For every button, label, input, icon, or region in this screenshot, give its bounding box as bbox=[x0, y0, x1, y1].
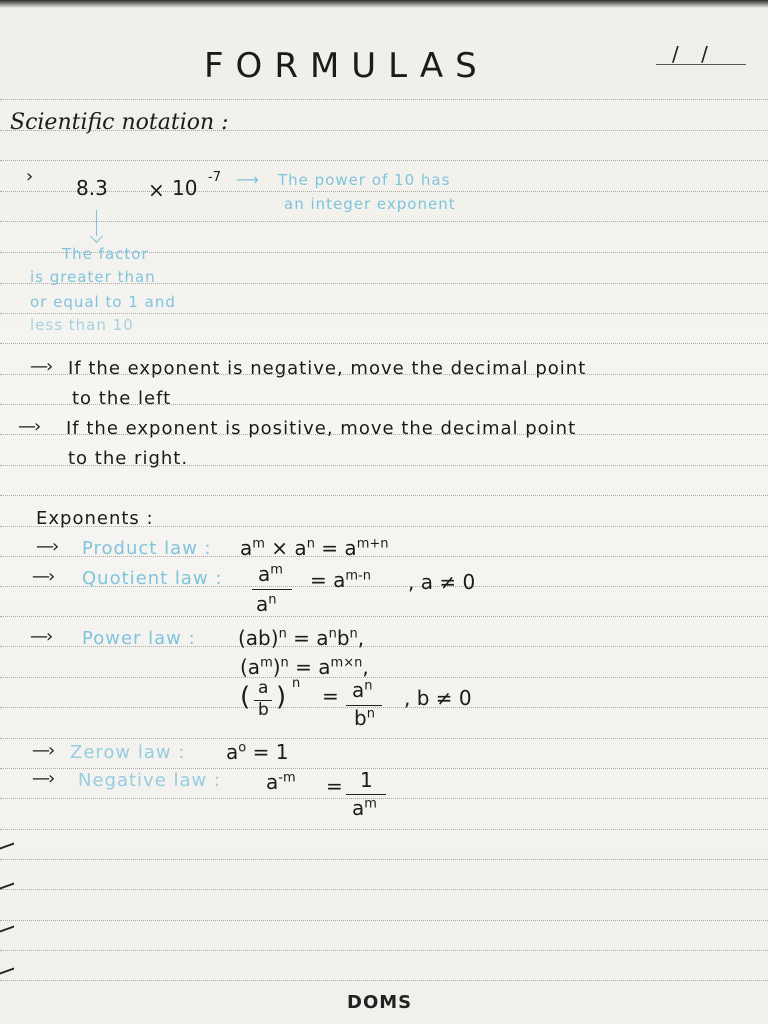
ruled-line bbox=[0, 160, 768, 161]
equals: = bbox=[322, 684, 339, 708]
product-law-formula: $a^m \times a^n = a^{m+n}$ bbox=[240, 536, 389, 560]
ruled-line bbox=[0, 738, 768, 739]
quotient-law-label: Quotient law : bbox=[82, 568, 223, 589]
date-field: / / bbox=[672, 42, 716, 66]
note-factor-line1: The factor bbox=[62, 245, 149, 263]
quotient-denominator: $a^n$ bbox=[256, 592, 277, 616]
note-factor-line4: less than 10 bbox=[30, 316, 134, 334]
negative-numerator: 1 bbox=[360, 768, 373, 792]
ruled-line bbox=[0, 221, 768, 222]
ruled-line bbox=[0, 99, 768, 100]
ruled-line bbox=[0, 829, 768, 830]
ruled-line bbox=[0, 495, 768, 496]
ruled-line bbox=[0, 707, 768, 708]
sci-times: × bbox=[148, 178, 165, 202]
rule-negative-line1: If the exponent is negative, move the decimal point bbox=[68, 358, 587, 379]
zero-law-formula: $a^o = 1$ bbox=[226, 740, 289, 764]
ruled-line bbox=[0, 191, 768, 192]
bullet: › bbox=[26, 166, 35, 187]
frac-a: a bbox=[258, 678, 269, 698]
paren-open: ( bbox=[240, 682, 251, 712]
ruled-line bbox=[0, 313, 768, 314]
rule-arrow: —› bbox=[36, 536, 58, 557]
note-factor-line3: or equal to 1 and bbox=[30, 293, 176, 311]
rule-positive-line2: to the right. bbox=[68, 448, 189, 469]
factor-arrow bbox=[96, 210, 97, 236]
frac-an: $a^n$ bbox=[352, 678, 373, 702]
frac-bn: $b^n$ bbox=[354, 706, 375, 730]
power-condition: , b ≠ 0 bbox=[404, 686, 472, 710]
ruled-line bbox=[0, 920, 768, 921]
section-heading-scientific: Scientific notation : bbox=[10, 110, 229, 135]
binding-mark bbox=[0, 842, 14, 857]
equals: = bbox=[326, 774, 343, 798]
ruled-line bbox=[0, 889, 768, 890]
ruled-line bbox=[0, 768, 768, 769]
ruled-line bbox=[0, 798, 768, 799]
quotient-condition: , a ≠ 0 bbox=[408, 570, 476, 594]
note-power-line1: The power of 10 has bbox=[278, 171, 451, 189]
rule-arrow: —› bbox=[30, 356, 52, 377]
frac-b: b bbox=[258, 700, 269, 720]
power-n: n bbox=[292, 676, 301, 691]
note-factor-line2: is greater than bbox=[30, 268, 156, 286]
fraction-bar bbox=[346, 794, 386, 795]
sci-arrow: ⟶ bbox=[236, 170, 259, 189]
zero-law-label: Zerow law : bbox=[70, 742, 186, 763]
rule-arrow: —› bbox=[30, 626, 52, 647]
ruled-line bbox=[0, 980, 768, 981]
rule-positive-line1: If the exponent is positive, move the decimal point bbox=[66, 418, 577, 439]
paren-close: ) bbox=[276, 682, 287, 712]
sci-mantissa: 8.3 bbox=[76, 176, 108, 200]
quotient-numerator: $a^m$ bbox=[258, 562, 283, 586]
ruled-line bbox=[0, 950, 768, 951]
product-law-label: Product law : bbox=[82, 538, 212, 559]
power-law-formula-2: $(a^m)^n = a^{m\times n}$, bbox=[240, 655, 369, 679]
fraction-bar bbox=[252, 589, 292, 590]
quotient-result: = $a^{m-n}$ bbox=[310, 568, 371, 592]
section-heading-exponents: Exponents : bbox=[36, 508, 154, 529]
negative-denominator: $a^m$ bbox=[352, 796, 377, 820]
binding-mark bbox=[0, 925, 14, 940]
ruled-line bbox=[0, 343, 768, 344]
note-power-line2: an integer exponent bbox=[284, 195, 456, 213]
page-title: FORMULAS bbox=[204, 46, 489, 86]
rule-arrow: —› bbox=[32, 768, 54, 789]
sci-base: 10 bbox=[172, 176, 198, 200]
power-law-formula-1: $(ab)^n = a^nb^n$, bbox=[238, 626, 365, 650]
ruled-line bbox=[0, 616, 768, 617]
rule-negative-line2: to the left bbox=[72, 388, 172, 409]
rule-arrow: —› bbox=[18, 416, 40, 437]
sci-exponent: -7 bbox=[208, 170, 221, 185]
ruled-line bbox=[0, 677, 768, 678]
notebook-brand-logo: DOMS bbox=[347, 992, 413, 1013]
ruled-line bbox=[0, 859, 768, 860]
rule-arrow: —› bbox=[32, 566, 54, 587]
rule-arrow: —› bbox=[32, 740, 54, 761]
binding-mark bbox=[0, 882, 14, 897]
power-law-label: Power law : bbox=[82, 628, 196, 649]
negative-law-base: $a^{-m}$ bbox=[266, 770, 296, 794]
negative-law-label: Negative law : bbox=[78, 770, 222, 791]
page-top-edge bbox=[0, 0, 768, 8]
